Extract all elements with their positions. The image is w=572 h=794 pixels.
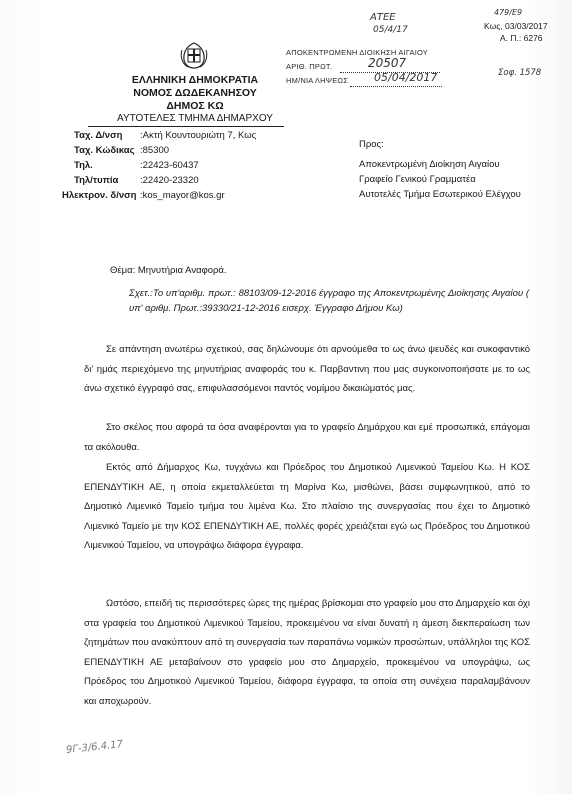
handwritten-office-code: ΑΤΕΕ [370, 12, 396, 23]
stamp-protocol-number: 20507 [368, 56, 407, 70]
body-paragraph: Στο σκέλος που αφορά τα όσα αναφέρονται για το γραφείο Δημάρχου και εμέ προσωπικά, επάγομαι τα ακόλουθα. [84, 422, 530, 453]
contact-email-value: :kos_mayor@kos.gr [140, 190, 225, 201]
contact-address-label: Ταχ. Δ/νση [74, 130, 123, 141]
handwritten-side-note: Σοφ. 1578 [498, 68, 542, 78]
header-republic: ΕΛΛΗΝΙΚΗ ΔΗΜΟΚΡΑΤΙΑ [131, 74, 259, 86]
reference-paragraph: Σχετ.:Το υπ'αριθμ. πρωτ.: 88103/09-12-2016 έγγραφο της Αποκεντρωμένης Διοίκησης Αιγαίου ( υπ' αριθμ. Πρωτ.:39330/21-12-2016 εισερχ. Έγγραφο Δήμου Κω) [129, 288, 529, 314]
contact-phone-value: :22423-60437 [140, 160, 199, 171]
contact-email-label: Ηλεκτρον. δ/νση [62, 190, 137, 201]
contact-fax-value: :22420-23320 [140, 175, 199, 186]
handwritten-date: 05/4/17 [373, 25, 408, 35]
stamp-authority: ΑΠΟΚΕΝΤΡΩΜΕΝΗ ΔΙΟΙΚΗΣΗ ΑΙΓΑΙΟΥ [286, 48, 428, 57]
header-department: ΑΥΤΟΤΕΛΕΣ ΤΜΗΜΑ ΔΗΜΑΡΧΟΥ [117, 113, 273, 124]
body-paragraph: Εκτός από Δήμαρχος Κω, τυγχάνω και Πρόεδρος του Δημοτικού Λιμενικού Ταμείου Κω. Η ΚΟΣ ΕΠΕΝΔΥΤΙΚΗ ΑΕ, η οποία εκμεταλλεύεται τη Μαρίνα Κω, μισθώνει, βάσει συμφωνητικού, από το Δημοτικό Λιμενικό Ταμείο τμήμα του λιμένα Κω. Στο πλαίσιο της συνεργασίας που έχει το Δημοτικό Λιμενικό Ταμείο με την ΚΟΣ ΕΠΕΝΔΥΤΙΚΗ ΑΕ, πολλές φορές χρειάζεται εγώ ως Πρόεδρος του Δημοτικού Λιμενικού Ταμείου, να υπογράψω διάφορα έγγραφα. [84, 462, 530, 551]
contact-fax-label: Τηλ/τυπία [74, 175, 119, 186]
contact-address-value: :Ακτή Κουντουριώτη 7, Κως [140, 130, 257, 141]
header-prefecture: ΝΟΜΟΣ ΔΩΔΕΚΑΝΗΣΟΥ [133, 87, 257, 99]
recipient-line: Αποκεντρωμένη Διοίκηση Αιγαίου [359, 159, 500, 170]
greek-emblem-icon [178, 40, 210, 70]
header-underline [88, 126, 284, 127]
stamp-protocol-label: ΑΡΙΘ. ΠΡΩΤ. [286, 62, 333, 71]
stamp-dotted-line [350, 86, 442, 87]
body-paragraph: Ωστόσο, επειδή τις περισσότερες ώρες της ημέρας βρίσκομαι στο γραφείο μου στο Δημαρχείο και όχι στα γραφεία του Δημοτικού Λιμενικού Ταμείου, προκειμένου να είναι δυνατή η άμεση διεκπεραίωση των ζητημάτων που ανακύπτουν από τη συνεργασία των παραπάνω νομικών προσώπων, υπάλληλοι της ΚΟΣ ΕΠΕΝΔΥΤΙΚΗ ΑΕ μεταβαίνουν στο γραφείο μου στο Δημαρχείο, προκειμένου να υπογράψω, ως Πρόεδρος του Δημοτικού Λιμενικού Ταμείου, διάφορα έγγραφα, τα οποία στη συνέχεια παραλαμβάνουν και αποχωρούν. [84, 598, 530, 707]
letter-place-date: Κως, 03/03/2017 [484, 21, 548, 31]
contact-phone-label: Τηλ. [74, 160, 93, 171]
recipient-line: Γραφείο Γενικού Γραμματέα [359, 174, 476, 185]
stamp-date-label: ΗΜ/ΝΙΑ ΛΗΨΕΩΣ [286, 76, 349, 85]
letter-protocol: Α. Π.: 6276 [500, 33, 543, 43]
subject-line: Θέμα: Μηνυτήρια Αναφορά. [110, 265, 227, 276]
handwritten-number: 479/Ε9 [494, 8, 523, 17]
contact-postcode-value: :85300 [140, 145, 170, 156]
stamp-date-value: 05/04/2017 [374, 71, 438, 84]
stamp-dotted-line [340, 72, 440, 73]
header-municipality: ΔΗΜΟΣ ΚΩ [166, 100, 224, 112]
recipient-heading: Προς: [359, 139, 384, 150]
recipient-line: Αυτοτελές Τμήμα Εσωτερικού Ελέγχου [359, 189, 521, 200]
contact-postcode-label: Ταχ. Κώδικας [74, 145, 135, 156]
body-paragraph: Σε απάντηση ανωτέρω σχετικού, σας δηλώνουμε ότι αρνούμεθα το ως άνω ψευδές και συκοφαντικό δι' ημάς περιεχόμενο της μηνυτήριας αναφοράς του κ. Παρβαντινη που μας συγκοινοποιήσατε με το ως άνω σχετικό έγγραφό σας, επιφυλασσόμενοι παντός νομίμου δικαιώματός μας. [84, 344, 530, 394]
handwritten-footer-note: 9Γ-3/6.4.17 [65, 739, 124, 756]
